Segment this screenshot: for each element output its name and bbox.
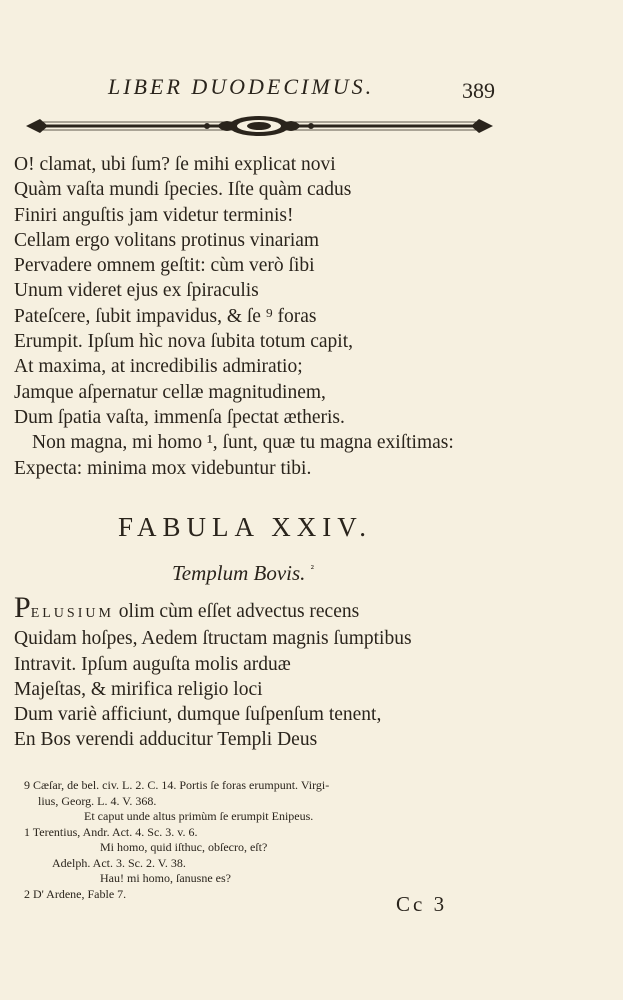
- footnote-line: Adelph. Act. 3. Sc. 2. V. 38.: [52, 855, 186, 870]
- ornamental-rule: [22, 112, 497, 140]
- verse-line: Erumpit. Ipſum hìc nova ſubita totum capit,: [14, 331, 354, 353]
- verse-line: O! clamat, ubi ſum? ſe mihi explicat novi: [14, 154, 336, 175]
- signature-mark: Cc 3: [396, 892, 448, 916]
- footnote-ref: ²: [310, 563, 314, 575]
- verse-line: Majeſtas, & mirifica religio loci: [14, 678, 263, 700]
- verse-line: Jamque aſpernatur cellæ magnitudinem,: [14, 381, 326, 403]
- verse-line: Dum ſpatia vaſta, immenſa ſpectat ætheris.: [14, 406, 345, 428]
- fable-subtitle: [172, 561, 314, 586]
- verse-line: Quàm vaſta mundi ſpecies. Iſte quàm cadus: [14, 179, 352, 201]
- footnotes: [24, 778, 329, 902]
- verse-line: At maxima, at incredibilis admiratio;: [14, 356, 303, 378]
- footnote-line: lius, Georg. L. 4. V. 368.: [38, 793, 157, 808]
- footnote-line: 1 Terentius, Andr. Act. 4. Sc. 3. v. 6.: [24, 824, 198, 839]
- running-head: LIBER DUODECIMUS.: [108, 74, 375, 99]
- verse-line-first: [14, 591, 412, 626]
- moral-line: Expecta: minima mox videbuntur tibi.: [14, 457, 312, 479]
- footnote-line: 9 Cæſar, de bel. civ. L. 2. C. 14. Portis ſe foras erumpunt. Virgi-: [24, 778, 330, 792]
- page-number: 389: [462, 78, 495, 103]
- verse-line: Unum videret ejus ex ſpiraculis: [14, 280, 259, 302]
- verse-line: Quidam hoſpes, Aedem ſtructam magnis ſumptibus: [14, 628, 412, 650]
- footnote-line: Et caput unde altus primùm ſe erumpit Enipeus.: [84, 809, 314, 823]
- footnote-line: Mi homo, quid iſthuc, obſecro, eſt?: [100, 840, 268, 854]
- verse-block-a: [14, 152, 454, 481]
- footnote-line: Hau! mi homo, ſanusne es?: [100, 871, 231, 885]
- subtitle-text: Templum Bovis.: [172, 561, 306, 585]
- verse-block-b: [14, 591, 412, 753]
- verse-line: Cellam ergo volitans protinus vinariam: [14, 229, 320, 251]
- fable-title: FABULA XXIV.: [118, 512, 373, 542]
- drop-cap: P: [14, 591, 31, 624]
- verse-line-rest: olim cùm eſſet advectus recens: [113, 601, 360, 622]
- verse-line: En Bos verendi adducitur Templi Deus: [14, 729, 318, 751]
- small-caps: ELUSIUM: [30, 606, 114, 621]
- verse-line: Pervadere omnem geſtit: cùm verò ſibi: [14, 255, 315, 277]
- verse-line: Pateſcere, ſubit impavidus, & ſe ⁹ foras: [14, 305, 317, 327]
- verse-line: Dum variè afficiunt, dumque ſuſpenſum tenent,: [14, 704, 382, 726]
- verse-line: Intravit. Ipſum auguſta molis arduæ: [14, 653, 291, 675]
- moral-line: Non magna, mi homo ¹, ſunt, quæ tu magna exiſtimas:: [32, 432, 454, 454]
- verse-line: Finiri anguſtis jam videtur terminis!: [14, 204, 294, 226]
- footnote-line: 2 D' Ardene, Fable 7.: [24, 886, 127, 901]
